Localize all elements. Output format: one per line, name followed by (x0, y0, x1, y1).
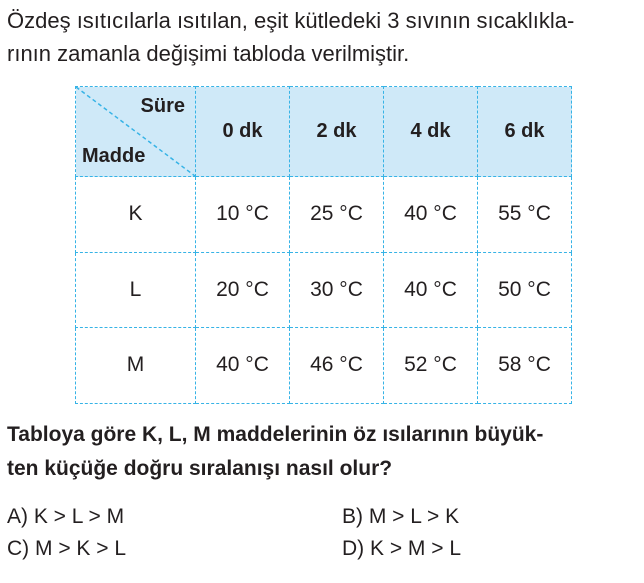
question-line-1: Tabloya göre K, L, M maddelerinin öz ısılarının büyük- (7, 423, 544, 446)
table-cell: 55 °C (478, 177, 572, 253)
table-cell: 25 °C (290, 177, 384, 253)
intro-text (7, 4, 637, 70)
table-row (76, 177, 572, 253)
row-label: L (76, 252, 196, 328)
corner-label-time: Süre (140, 95, 185, 117)
row-label: M (76, 328, 196, 404)
table-corner-cell (76, 87, 196, 177)
table-cell: 10 °C (196, 177, 290, 253)
corner-label-substance: Madde (82, 145, 146, 167)
column-header: 6 dk (478, 87, 572, 177)
table-cell: 40 °C (384, 252, 478, 328)
corner-diagonal (76, 87, 195, 176)
question-text (7, 418, 639, 486)
option-a[interactable]: A) K > L > M (7, 505, 125, 528)
table-cell: 20 °C (196, 252, 290, 328)
table-row (76, 328, 572, 404)
option-d[interactable]: D) K > M > L (342, 537, 462, 560)
table-cell: 46 °C (290, 328, 384, 404)
column-header: 2 dk (290, 87, 384, 177)
temperature-table-wrapper (75, 86, 571, 403)
row-label: K (76, 177, 196, 253)
table-row (76, 252, 572, 328)
table-header-row (76, 87, 572, 177)
table-cell: 50 °C (478, 252, 572, 328)
table-cell: 52 °C (384, 328, 478, 404)
table-cell: 40 °C (384, 177, 478, 253)
option-c[interactable]: C) M > K > L (7, 537, 127, 560)
column-header: 4 dk (384, 87, 478, 177)
intro-line-2: rının zamanla değişimi tabloda verilmiştir. (7, 41, 410, 66)
option-b[interactable]: B) M > L > K (342, 505, 460, 528)
question-line-2: ten küçüğe doğru sıralanışı nasıl olur? (7, 457, 393, 480)
column-header: 0 dk (196, 87, 290, 177)
table-cell: 30 °C (290, 252, 384, 328)
table-cell: 58 °C (478, 328, 572, 404)
temperature-table (75, 86, 572, 404)
table-cell: 40 °C (196, 328, 290, 404)
intro-line-1: Özdeş ısıtıcılarla ısıtılan, eşit kütledeki 3 sıvının sıcaklıkla- (7, 8, 575, 33)
